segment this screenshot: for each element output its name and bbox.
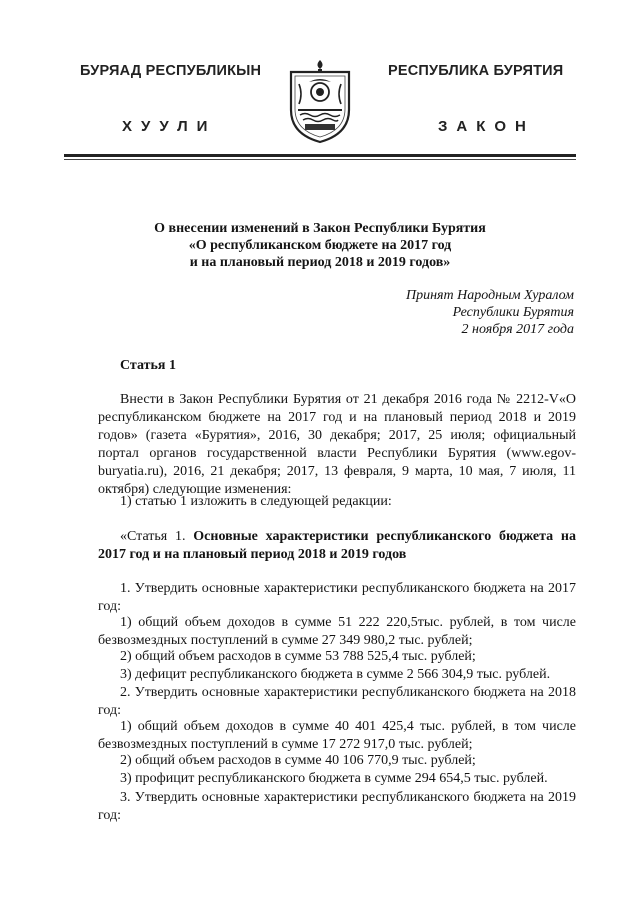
header-right-title: РЕСПУБЛИКА БУРЯТИЯ bbox=[388, 63, 564, 79]
quoted-article-title: Основные характеристики республиканского бюджета на 2017 год и на плановый период 2018 и 2019 годов bbox=[98, 529, 577, 562]
law-title-line: и на плановый период 2018 и 2019 годов» bbox=[189, 255, 451, 270]
header-left-subtitle: ХУУЛИ bbox=[122, 118, 217, 135]
section-1-item-1: 1) общий объем доходов в сумме 51 222 220,5тыс. рублей, в том числе безвозмездных поступлений в сумме 27 349 980,2 тыс. рублей; bbox=[98, 615, 576, 648]
quoted-article-heading bbox=[98, 528, 576, 564]
section-2: 2. Утвердить основные характеристики республиканского бюджета на 2018 год: bbox=[98, 685, 576, 718]
header-right-subtitle: ЗАКОН bbox=[438, 118, 535, 135]
section-1: 1. Утвердить основные характеристики республиканского бюджета на 2017 год: bbox=[98, 581, 576, 614]
section-2-item-2: 2) общий объем расходов в сумме 40 106 770,9 тыс. рублей; bbox=[120, 753, 476, 768]
adoption-note-line: Республики Бурятия bbox=[452, 305, 574, 320]
quoted-article-prefix: «Статья 1. bbox=[120, 529, 186, 544]
header-left-title: БУРЯАД РЕСПУБЛИКЫН bbox=[80, 63, 262, 79]
item-1: 1) статью 1 изложить в следующей редакции: bbox=[120, 494, 392, 509]
adoption-note-line: Принят Народным Хуралом bbox=[405, 288, 574, 303]
intro-paragraph: Внести в Закон Республики Бурятия от 21 декабря 2016 года № 2212-V«О республиканском бюджете на 2017 год и на плановый период 2018 и 2019 годов» (газета «Бурятия», 2016, 30 декабря; 2017, 25 июля; официальный портал органов государственной власти Республики Бурятия (www.egov-buryatia.ru), 2016, 21 декабря; 2017, 13 февраля, 9 марта, 10 мая, 7 июля, 11 октября) следующие изменения: bbox=[98, 392, 576, 497]
header-divider-thin bbox=[64, 159, 576, 160]
header-divider-thick bbox=[64, 154, 576, 157]
coat-of-arms-icon bbox=[285, 58, 355, 144]
article-heading: Статья 1 bbox=[120, 358, 176, 373]
law-title bbox=[100, 220, 540, 271]
adoption-note bbox=[406, 287, 574, 338]
section-2-item-1: 1) общий объем доходов в сумме 40 401 425,4 тыс. рублей, в том числе безвозмездных поступлений в сумме 17 272 917,0 тыс. рублей; bbox=[98, 719, 576, 752]
law-title-line: «О республиканском бюджете на 2017 год bbox=[188, 238, 452, 253]
adoption-note-line: 2 ноября 2017 года bbox=[461, 322, 574, 337]
section-2-item-3: 3) профицит республиканского бюджета в сумме 294 654,5 тыс. рублей. bbox=[120, 771, 548, 786]
law-title-line: О внесении изменений в Закон Республики Бурятия bbox=[154, 221, 486, 236]
section-1-item-2: 2) общий объем расходов в сумме 53 788 525,4 тыс. рублей; bbox=[120, 649, 476, 664]
section-1-item-3: 3) дефицит республиканского бюджета в сумме 2 566 304,9 тыс. рублей. bbox=[120, 667, 551, 682]
section-3: 3. Утвердить основные характеристики республиканского бюджета на 2019 год: bbox=[98, 790, 576, 823]
